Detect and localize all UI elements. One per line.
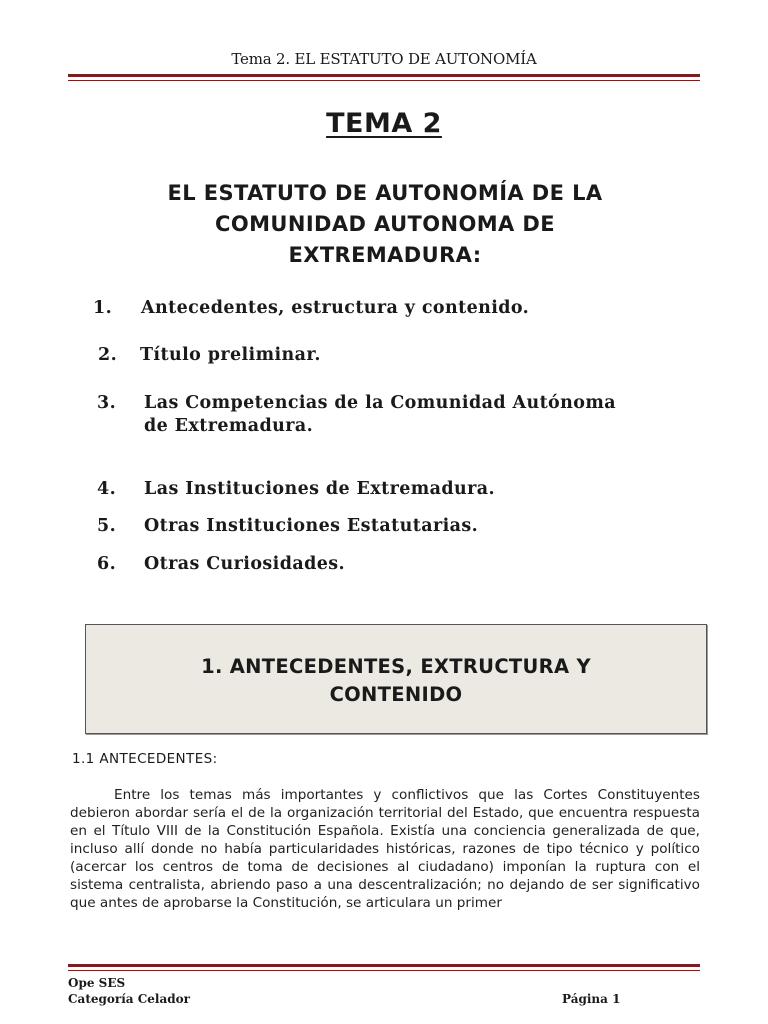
footer-line-2: Categoría Celador — [68, 992, 190, 1006]
running-header: Tema 2. EL ESTATUTO DE AUTONOMÍA — [231, 50, 537, 68]
main-title-line-2: COMUNIDAD AUTONOMA DE — [215, 212, 555, 236]
footer-rule — [68, 964, 700, 971]
header-rule — [68, 74, 700, 81]
main-title — [100, 178, 670, 271]
toc-text: Otras Curiosidades. — [144, 554, 346, 574]
section-heading — [86, 653, 706, 709]
section-heading-box — [85, 624, 707, 734]
toc-number: 2. — [98, 345, 118, 365]
toc-number: 1. — [93, 298, 113, 318]
section-heading-line-1: 1. ANTECEDENTES, EXTRUCTURA Y — [201, 655, 591, 678]
toc-text-continued: de Extremadura. — [144, 416, 314, 436]
main-title-line-3: EXTREMADURA: — [288, 243, 482, 267]
toc-text: Las Instituciones de Extremadura. — [144, 479, 496, 499]
footer-left — [68, 975, 190, 1007]
toc-text: Título preliminar. — [140, 345, 321, 365]
page-number: Página 1 — [562, 992, 621, 1006]
tema-title: TEMA 2 — [326, 108, 442, 139]
body-paragraph: Entre los temas más importantes y conflictivos que las Cortes Constituyentes debieron abordar sería el de la organización territorial del Estado, que encuentra respuesta en el Título VIII de la Constitución Española. Existía una conciencia generalizada de que, incluso allí donde no había particularidades históricas, razones de tipo técnico y político (acercar los centros de toma de decisiones al ciudadano) imponían la ruptura con el sistema centralista, abriendo paso a una descentralización; no dejando de ser significativo que antes de aprobarse la Constitución, se articulara un primer — [70, 787, 700, 911]
toc-number: 6. — [97, 554, 117, 574]
toc-number: 3. — [97, 393, 117, 413]
toc-text: Las Competencias de la Comunidad Autónoma — [144, 393, 616, 413]
toc-number: 4. — [97, 479, 117, 499]
main-title-line-1: EL ESTATUTO DE AUTONOMÍA DE LA — [167, 181, 603, 205]
toc-number: 5. — [97, 516, 117, 536]
toc-text: Otras Instituciones Estatutarias. — [144, 516, 479, 536]
footer-line-1: Ope SES — [68, 976, 126, 990]
subsection-heading: 1.1 ANTECEDENTES: — [72, 751, 218, 767]
toc-text: Antecedentes, estructura y contenido. — [141, 298, 530, 318]
section-heading-line-2: CONTENIDO — [329, 683, 463, 706]
